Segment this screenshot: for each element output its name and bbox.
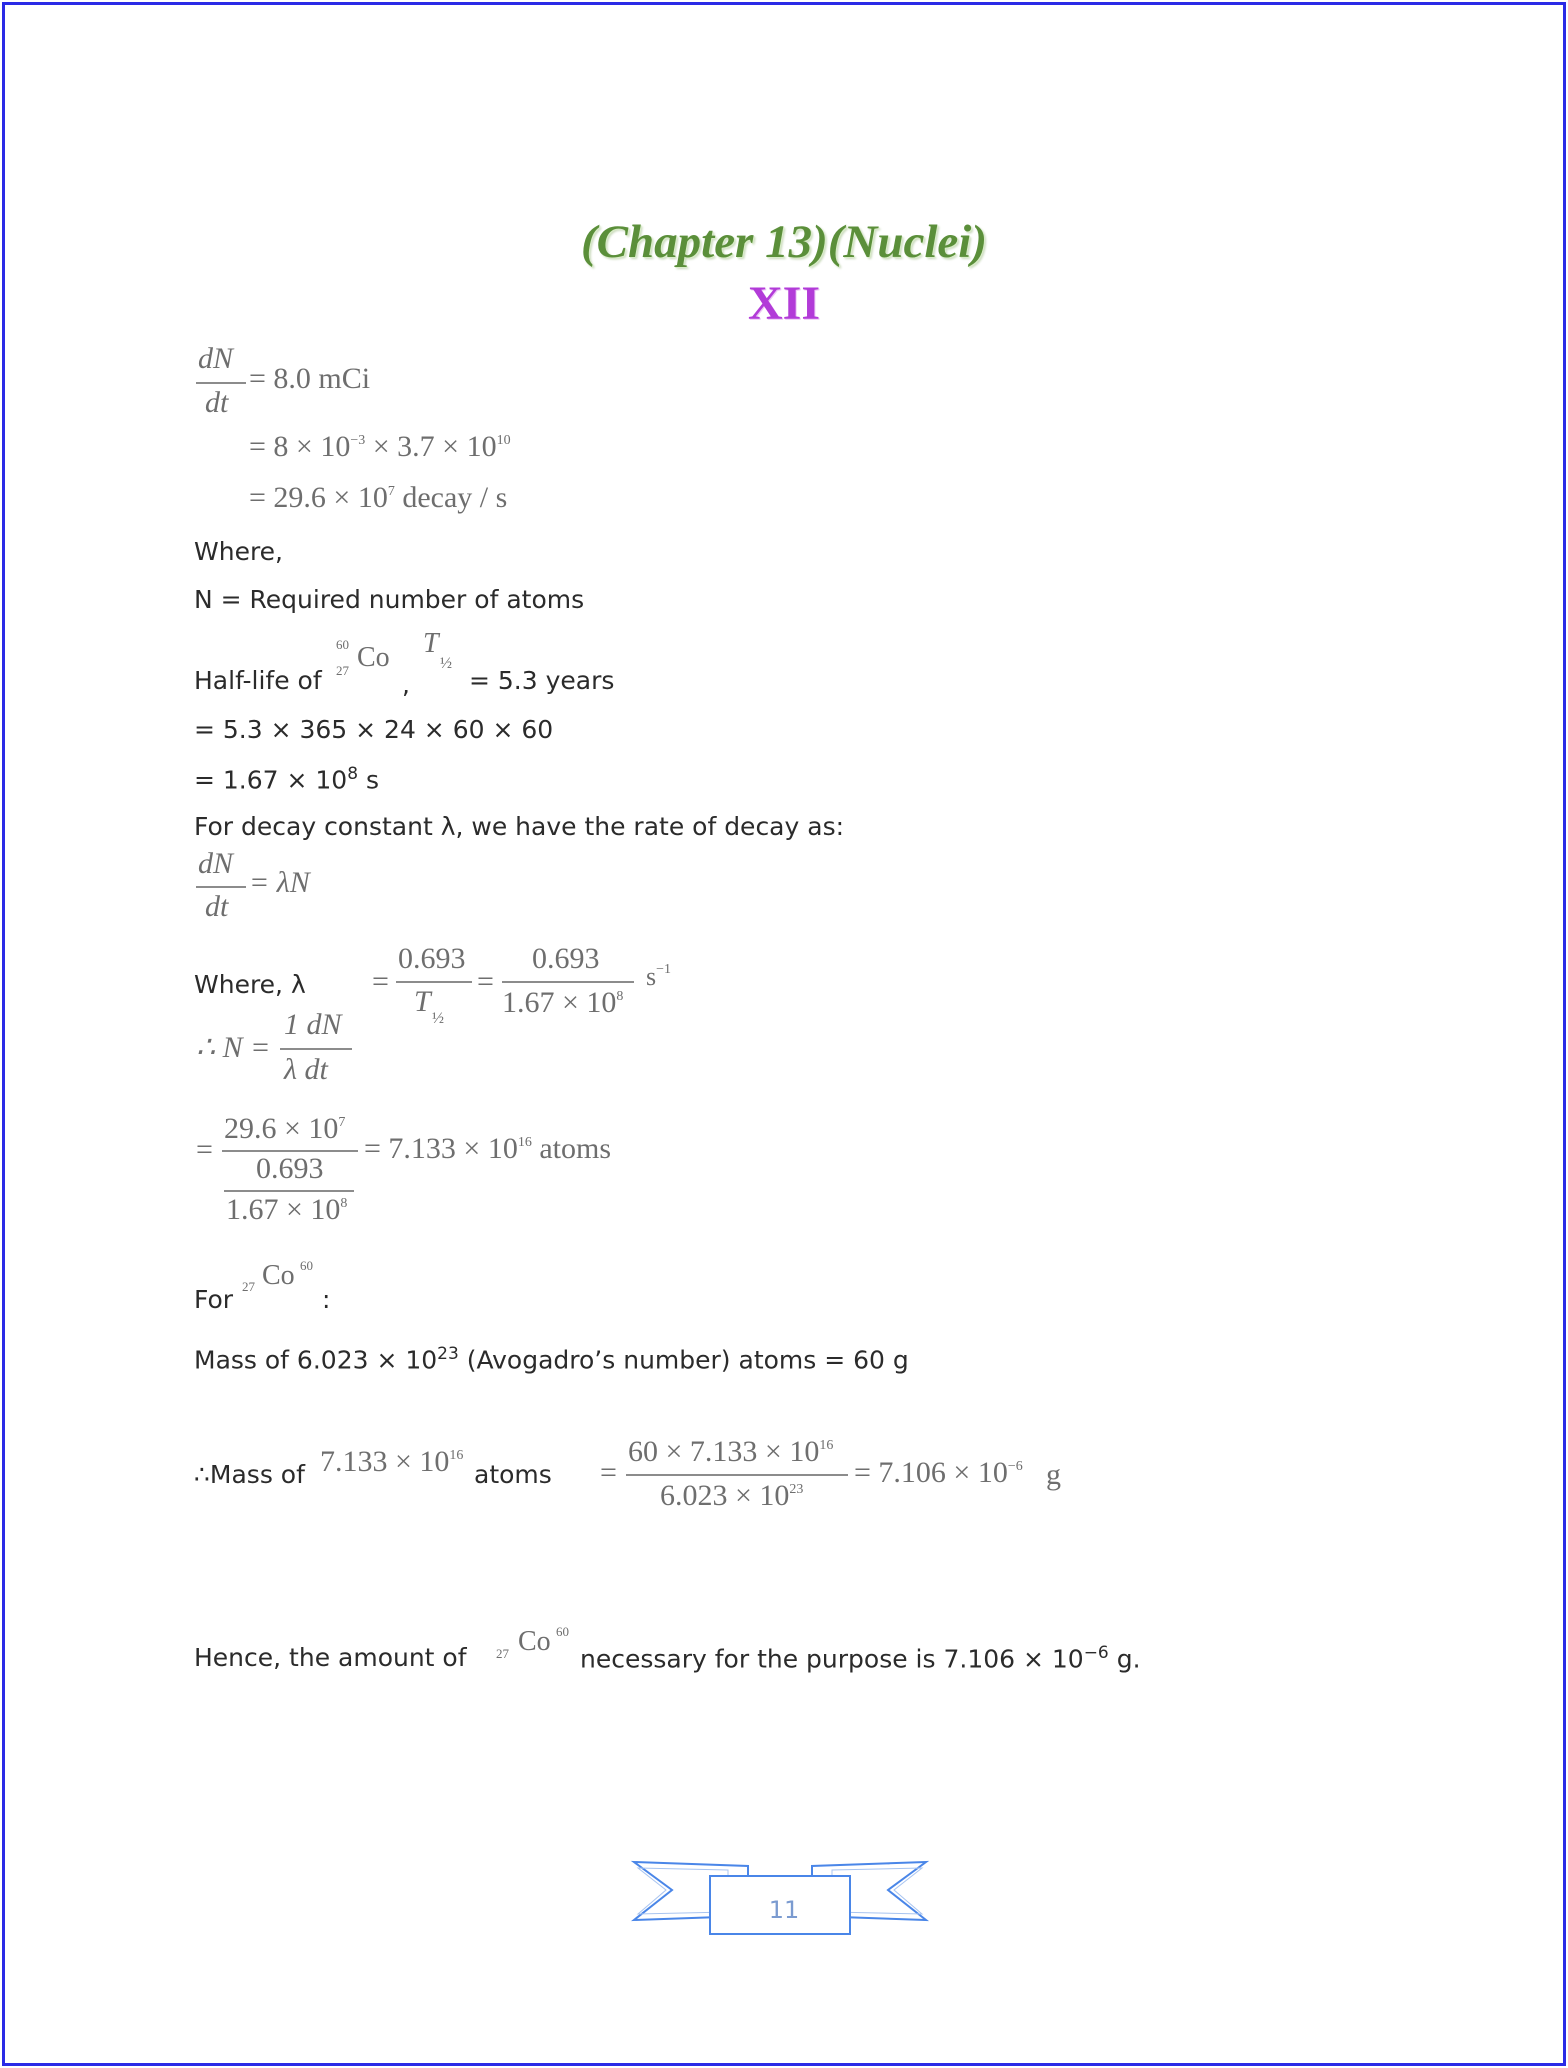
mass-calc-eq: = [600,1456,617,1489]
mass-calc-unit: g [1046,1458,1061,1491]
mass-calc-result: = $7.106 \times 10^{-6}$ [854,1456,1023,1489]
n-value-result: = $7.133 \times 10^{16}$ atoms [364,1132,612,1165]
conclusion-co-symbol: Co [518,1626,551,1657]
n-formula-lhs: ∴ N = [196,1031,271,1064]
n-value-mid: 0.693 [256,1152,324,1185]
where-lambda-bar1 [396,981,472,983]
for-co-mass: 60 [300,1258,313,1273]
calc-result: = $1.67 \times 10^8$ s [194,764,380,795]
lambda-numerator-dN: dN [198,847,234,880]
equation-rate-value: = 8.0 mCi [249,362,371,395]
where-lambda-den1-sub: ½ [432,1010,444,1027]
chapter-title: (Chapter 13)(Nuclei) [581,216,987,268]
n-value-eq: = [196,1133,213,1166]
denominator-dt: dt [205,386,229,419]
n-definition: N = Required number of atoms [194,585,585,614]
n-value-num: $29.6 \times 10^7$ [224,1112,346,1145]
where-lambda-label: Where, λ [194,970,306,999]
conclusion-co-mass: 60 [556,1624,569,1639]
conclusion-text-start: Hence, the amount of [194,1643,467,1672]
mass-calc-atoms: atoms [474,1460,552,1489]
where-lambda-num1: 0.693 [398,942,466,975]
fraction-bar [196,382,246,384]
conclusion-co-atomic: 27 [496,1646,509,1661]
equation-rate-step3: = $29.6 \times 10^7$ decay / s [249,481,508,514]
lambda-fraction-bar [196,886,246,888]
n-value-den: $1.67 \times 10^8$ [226,1193,348,1226]
n-formula-bar [280,1048,352,1050]
co-symbol: Co [357,642,390,673]
half-life-value: = 5.3 years [469,666,615,695]
mass-calc-label: ∴Mass of [194,1460,305,1489]
class-label: XII [747,277,821,330]
where-lambda-eq2: = [477,965,494,998]
n-formula-den: λ dt [284,1053,328,1086]
conclusion-text-end: necessary for the purpose is $7.106 \times 10^{-6}$ g. [580,1643,1141,1674]
for-co-label: For [194,1285,234,1314]
where-lambda-num2: 0.693 [532,942,600,975]
n-formula-num: 1 dN [284,1008,342,1041]
decay-constant-text: For decay constant λ, we have the rate of decay as: [194,812,845,841]
where-label: Where, [194,537,284,566]
lambda-rhs: = λN [249,866,310,899]
half-subscript: ½ [440,655,452,672]
where-lambda-den2: $1.67 \times 10^8$ [502,986,624,1019]
T-symbol: T [423,628,439,659]
co-mass-number: 60 [336,637,349,652]
mass-calc-value: $7.133 \times 10^{16}$ [320,1445,464,1478]
mass-calc-den: $6.023 \times 10^{23}$ [660,1479,804,1512]
equation-rate-step2: = $8 \times 10^{-3} \times 3.7 \times 10^{10}$ [249,430,511,463]
where-lambda-eq1: = [372,965,389,998]
mass-calc-bar [626,1474,848,1476]
n-value-inner-bar [224,1190,354,1192]
mass-calc-num: $60 \times 7.133 \times 10^{16}$ [628,1435,834,1468]
lambda-denominator-dt: dt [205,890,229,923]
where-lambda-den1-T: T [414,985,431,1018]
for-co-atomic: 27 [242,1279,255,1294]
for-co-colon: : [322,1285,331,1314]
calc-seconds: = 5.3 × 365 × 24 × 60 × 60 [194,715,554,744]
avogadro-mass: Mass of $6.023 \times 10^{23}$ (Avogadro’s number) atoms = 60 g [194,1344,909,1375]
where-lambda-unit: $s^{-1}$ [646,962,672,991]
where-lambda-bar2 [502,981,634,983]
numerator-dN: dN [198,342,234,375]
for-co-symbol: Co [262,1260,295,1291]
comma: , [402,670,410,699]
page-number: 11 [768,1896,800,1924]
co-atomic-number: 27 [336,663,349,678]
half-life-label: Half-life of [194,666,322,695]
